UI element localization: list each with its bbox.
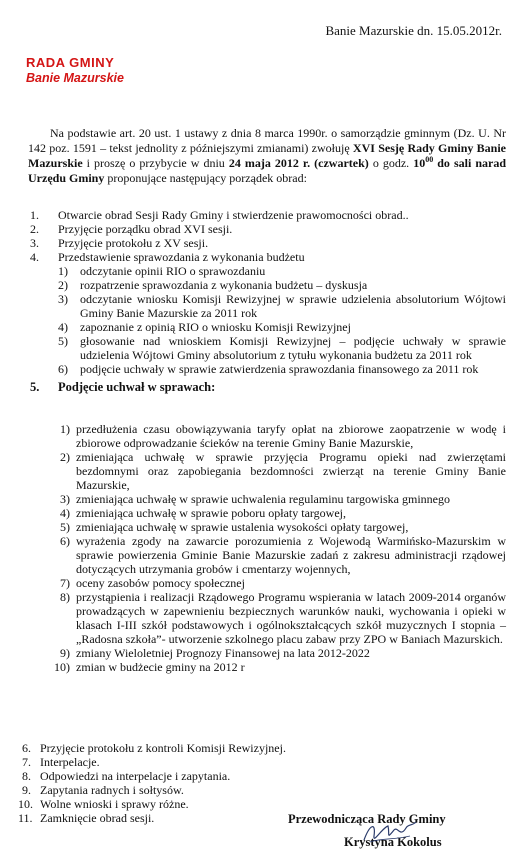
agenda-item [0, 236, 506, 250]
session-hour-minutes: 00 [425, 155, 434, 164]
agenda-subitem [0, 320, 506, 334]
agenda-item [0, 769, 506, 783]
agenda-subitem-text: odczytanie wniosku Komisji Rewizyjnej w sprawie udzielenia absolutorium Wójtowi Gminy Banie Mazurskie za 2011 rok [80, 292, 506, 320]
agenda-item-text: Wolne wnioski i sprawy różne. [40, 797, 189, 811]
letterhead-stamp [26, 56, 124, 85]
agenda-subitem-text: głosowanie nad wnioskiem Komisji Rewizyjnej – podjęcie uchwały w sprawie udzielenia Wójtowi Gminy absolutorium z tytułu wykonania budżetu za 2011 rok [80, 334, 506, 362]
agenda-subitem [0, 362, 506, 376]
resolution-number: 2) [60, 450, 70, 464]
agenda-subitem [0, 264, 506, 278]
agenda-item-text: Zapytania radnych i sołtysów. [40, 783, 184, 797]
agenda-item [0, 250, 506, 264]
agenda-subitem [0, 278, 506, 292]
signatory-title: Przewodnicząca Rady Gminy [288, 812, 446, 826]
agenda-item-text: Przyjęcie protokołu z XV sesji. [58, 236, 209, 250]
agenda-item [0, 755, 506, 769]
intro-paragraph [28, 126, 506, 186]
agenda-item [0, 783, 506, 797]
session-hour: 10 [413, 156, 426, 170]
session-date: 24 maja 2012 r. (czwartek) [228, 156, 369, 170]
resolution-item [0, 534, 506, 576]
intro-text-2: i proszę o przybycie w dniu [82, 156, 229, 170]
agenda-item-number: 7. [22, 755, 31, 769]
resolution-item [0, 660, 506, 674]
agenda-subitem-number: 3) [58, 292, 68, 306]
agenda-item-number: 1. [30, 208, 39, 222]
agenda-item [0, 741, 506, 755]
agenda-item-number: 4. [30, 250, 39, 264]
agenda-item [0, 222, 506, 236]
agenda-item-text: Interpelacje. [40, 755, 100, 769]
agenda-subitem-number: 1) [58, 264, 68, 278]
resolution-item [0, 646, 506, 660]
resolution-text: zmieniająca uchwałę w sprawie przyjęcia Programu opieki nad zwierzętami bezdomnymi oraz zapobiegania bezdomności zwierząt na terenie Gminy Banie Mazurskie, [76, 450, 506, 492]
document-date: Banie Mazurskie dn. 15.05.2012r. [325, 23, 502, 38]
agenda-subitem-text: rozpatrzenie sprawozdania z wykonania budżetu – dyskusja [80, 278, 368, 292]
agenda-item-text: Przyjęcie porządku obrad XVI sesji. [58, 222, 233, 236]
agenda-item-resolutions-heading [0, 380, 506, 394]
agenda-item [0, 797, 506, 811]
resolution-number: 5) [60, 520, 70, 534]
resolution-number: 6) [60, 534, 70, 548]
agenda-subitem-number: 2) [58, 278, 68, 292]
agenda-item-text: Odpowiedzi na interpelacje i zapytania. [40, 769, 231, 783]
resolution-item [0, 492, 506, 506]
agenda-item-text: Otwarcie obrad Sesji Rady Gminy i stwierdzenie prawomocności obrad.. [58, 208, 409, 222]
agenda-subitem-text: odczytanie opinii RIO o sprawozdaniu [80, 264, 266, 278]
resolution-text: oceny zasobów pomocy społecznej [76, 576, 245, 590]
resolution-text: zmieniająca uchwałę w sprawie poboru opłaty targowej, [76, 506, 347, 520]
intro-text-4: proponujące następujący porządek obrad: [104, 171, 307, 185]
resolution-item [0, 590, 506, 646]
agenda-subitem-text: zapoznanie z opinią RIO o wniosku Komisji Rewizyjnej [80, 320, 351, 334]
agenda-item-number: 8. [22, 769, 31, 783]
agenda-item-number: 9. [22, 783, 31, 797]
agenda-item-number: 6. [22, 741, 31, 755]
letterhead-org: RADA GMINY [26, 55, 115, 70]
resolution-number: 10) [54, 660, 70, 674]
resolution-number: 9) [60, 646, 70, 660]
agenda-item-text: Podjęcie uchwał w sprawach: [58, 380, 216, 394]
agenda-item-text: Zamknięcie obrad sesji. [40, 811, 155, 825]
resolution-text: zmieniająca uchwałę w sprawie ustalenia wysokości opłaty targowej, [76, 520, 409, 534]
letterhead-place: Banie Mazurskie [26, 71, 124, 85]
session-name: XVI Sesję Rady Gminy Banie Mazurskie [28, 141, 506, 170]
agenda-subitem-number: 6) [58, 362, 68, 376]
intro-text-1: Na podstawie art. 20 ust. 1 ustawy z dnia 8 marca 1990r. o samorządzie gminnym (Dz. U. Nr 142 poz. 1591 – tekst jednolity z późniejszymi zmianami) zwołuję [28, 126, 506, 155]
agenda-subitem-number: 5) [58, 334, 68, 348]
agenda-item-number: 3. [30, 236, 39, 250]
resolution-text: wyrażenia zgody na zawarcie porozumienia z Wojewodą Warmińsko-Mazurskim w sprawie powierzenia Gminie Banie Mazurskie zadań z zakresu administracji rządowej dotyczących utrzymania grobów i cmentarzy wojennych, [76, 534, 506, 576]
agenda-list-top [0, 208, 506, 394]
resolution-number: 3) [60, 492, 70, 506]
resolutions-list [0, 422, 506, 674]
resolution-text: przedłużenia czasu obowiązywania taryfy opłat na zbiorowe zaopatrzenie w wodę i zbiorowe odprowadzanie ścieków na terenie Gminy Banie Mazurskie, [76, 422, 506, 450]
agenda-item [0, 208, 506, 222]
resolution-item [0, 506, 506, 520]
resolution-number: 1) [60, 422, 70, 436]
handwritten-signature-icon [360, 818, 420, 848]
agenda-item-text: Przyjęcie protokołu z kontroli Komisji Rewizyjnej. [40, 741, 286, 755]
resolution-text: przystąpienia i realizacji Rządowego Programu wspierania w latach 2009-2014 organów prowadzących w zapewnieniu bezpiecznych warunków nauki, wychowania i opieki w klasach I-III szkół podstawowych i ogólnokształcących szkół muzycznych I stopnia –„Radosna szkoła”- utworzenie szkolnego placu zabaw przy ZPO w Baniach Mazurskich. [76, 590, 506, 646]
session-place: do sali narad Urzędu Gminy [28, 156, 506, 185]
agenda-item-text: Przedstawienie sprawozdania z wykonania budżetu [58, 250, 305, 264]
agenda-subitem [0, 292, 506, 320]
intro-text-3: o godz. [368, 156, 414, 170]
resolution-item [0, 520, 506, 534]
resolution-number: 8) [60, 590, 70, 604]
resolution-item [0, 422, 506, 450]
resolution-text: zmieniająca uchwałę w sprawie uchwalenia regulaminu targowiska gminnego [76, 492, 450, 506]
agenda-item-number: 11. [18, 811, 33, 825]
resolution-item [0, 576, 506, 590]
agenda-subitem [0, 334, 506, 362]
agenda-item-number: 10. [18, 797, 33, 811]
resolution-number: 4) [60, 506, 70, 520]
agenda-subitem-number: 4) [58, 320, 68, 334]
signatory-name: Krystyna Kokolus [344, 835, 442, 849]
agenda-subitem-text: podjęcie uchwały w sprawie zatwierdzenia sprawozdania finansowego za 2011 rok [80, 362, 479, 376]
resolution-item [0, 450, 506, 492]
agenda-item-number: 5. [30, 380, 40, 394]
resolution-number: 7) [60, 576, 70, 590]
agenda-item-number: 2. [30, 222, 39, 236]
resolution-text: zmiany Wieloletniej Prognozy Finansowej na lata 2012-2022 [76, 646, 370, 660]
resolution-text: zmian w budżecie gminy na 2012 r [76, 660, 245, 674]
